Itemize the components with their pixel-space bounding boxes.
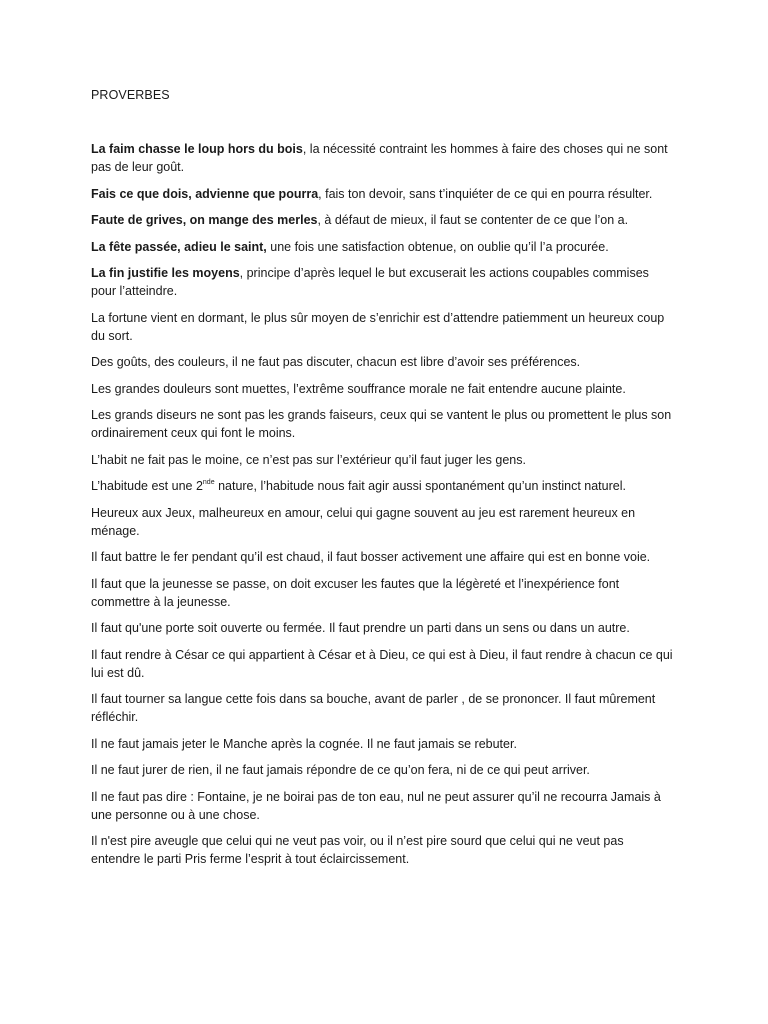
ordinal-superscript: nde [202, 478, 215, 486]
proverb-item [91, 380, 676, 398]
proverb-list [91, 140, 676, 877]
proverb-text: Il ne faut jamais jeter le Manche après la cognée. Il ne faut jamais se rebuter. [91, 736, 517, 751]
proverb-item [91, 140, 676, 176]
proverb-item [91, 185, 676, 203]
proverb-text: Les grandes douleurs sont muettes, l’extrême souffrance morale ne fait entendre aucune plainte. [91, 381, 626, 396]
proverb-item [91, 504, 676, 540]
proverb-item [91, 575, 676, 611]
proverb-item [91, 451, 676, 469]
proverb-term: La faim chasse le loup hors du bois [91, 142, 303, 156]
proverb-text: Il faut tourner sa langue cette fois dans sa bouche, avant de parler , de se prononcer. Il faut mûrement réfléchir. [91, 692, 656, 724]
proverb-item [91, 264, 676, 300]
proverb-item [91, 788, 676, 824]
proverb-text: Il faut qu'une porte soit ouverte ou fermée. Il faut prendre un parti dans un sens ou dans un autre. [91, 621, 630, 635]
proverb-meaning: , principe d’après lequel le but excuserait les actions coupables commises pour l’atteindre. [91, 266, 649, 298]
proverb-text-end: nature, l’habitude nous fait agir aussi spontanément qu’un instinct naturel. [214, 479, 626, 493]
proverb-meaning: une fois une satisfaction obtenue, on oublie qu’il l’a procurée. [266, 239, 609, 254]
proverb-item [91, 832, 676, 868]
proverb-item [91, 690, 676, 726]
proverb-item [91, 309, 676, 345]
proverb-text: L’habit ne fait pas le moine, ce n’est pas sur l’extérieur qu’il faut juger les gens. [91, 452, 526, 467]
proverb-text: Il faut battre le fer pendant qu’il est chaud, il faut bosser activement une affaire qui est en bonne voie. [91, 550, 651, 564]
proverb-text: Il n'est pire aveugle que celui qui ne veut pas voir, ou il n’est pire sourd que celui qui ne veut pas entendre le parti Pris ferme l’esprit à tout éclaircissement. [91, 834, 624, 866]
proverb-term: Faute de grives, on mange des merles [91, 213, 318, 227]
proverb-text: Les grands diseurs ne sont pas les grands faiseurs, ceux qui se vantent le plus ou promettent le plus son ordinairement ceux qui font le moins. [91, 408, 672, 440]
proverb-item [91, 211, 676, 229]
proverb-text: Il faut que la jeunesse se passe, on doit excuser les fautes que la légèreté et l’inexpérience font commettre à la jeunesse. [91, 576, 620, 609]
proverb-text: La fortune vient en dormant, le plus sûr moyen de s’enrichir est d’attendre patiemment un heureux coup du sort. [91, 310, 665, 343]
proverb-text: Il faut rendre à César ce qui appartient à César et à Dieu, ce qui est à Dieu, il faut rendre à chacun ce qui lui est dû. [91, 647, 673, 680]
proverb-term: La fête passée, adieu le saint, [91, 239, 267, 254]
proverb-item [91, 548, 676, 566]
proverb-term: Fais ce que dois, advienne que pourra [91, 186, 319, 201]
proverb-item [91, 761, 676, 779]
proverb-item [91, 238, 676, 256]
proverb-meaning: , fais ton devoir, sans t’inquiéter de ce qui en pourra résulter. [318, 186, 653, 201]
proverb-item [91, 619, 676, 637]
proverb-text: Il ne faut jurer de rien, il ne faut jamais répondre de ce qu’on fera, ni de ce qui peut arriver. [91, 763, 590, 777]
document-title: PROVERBES [91, 88, 170, 102]
proverb-text: Heureux aux Jeux, malheureux en amour, celui qui gagne souvent au jeu est rarement heureux en ménage. [91, 505, 636, 538]
proverb-item [91, 406, 676, 442]
proverb-text: Des goûts, des couleurs, il ne faut pas discuter, chacun est libre d’avoir ses préférences. [91, 355, 581, 369]
proverb-meaning: , à défaut de mieux, il faut se contenter de ce que l’on a. [317, 213, 629, 227]
proverb-item [91, 646, 676, 682]
proverb-text-start: L’habitude est une 2 [91, 479, 203, 493]
proverb-term: La fin justifie les moyens [91, 266, 240, 280]
proverb-item [91, 735, 676, 753]
proverb-item [91, 477, 676, 495]
proverb-text: Il ne faut pas dire : Fontaine, je ne boirai pas de ton eau, nul ne peut assurer qu’il ne recourra Jamais à une personne ou à une chose. [91, 789, 661, 822]
proverb-meaning: , la nécessité contraint les hommes à faire des choses qui ne sont pas de leur goût. [91, 142, 668, 174]
proverb-item [91, 353, 676, 371]
